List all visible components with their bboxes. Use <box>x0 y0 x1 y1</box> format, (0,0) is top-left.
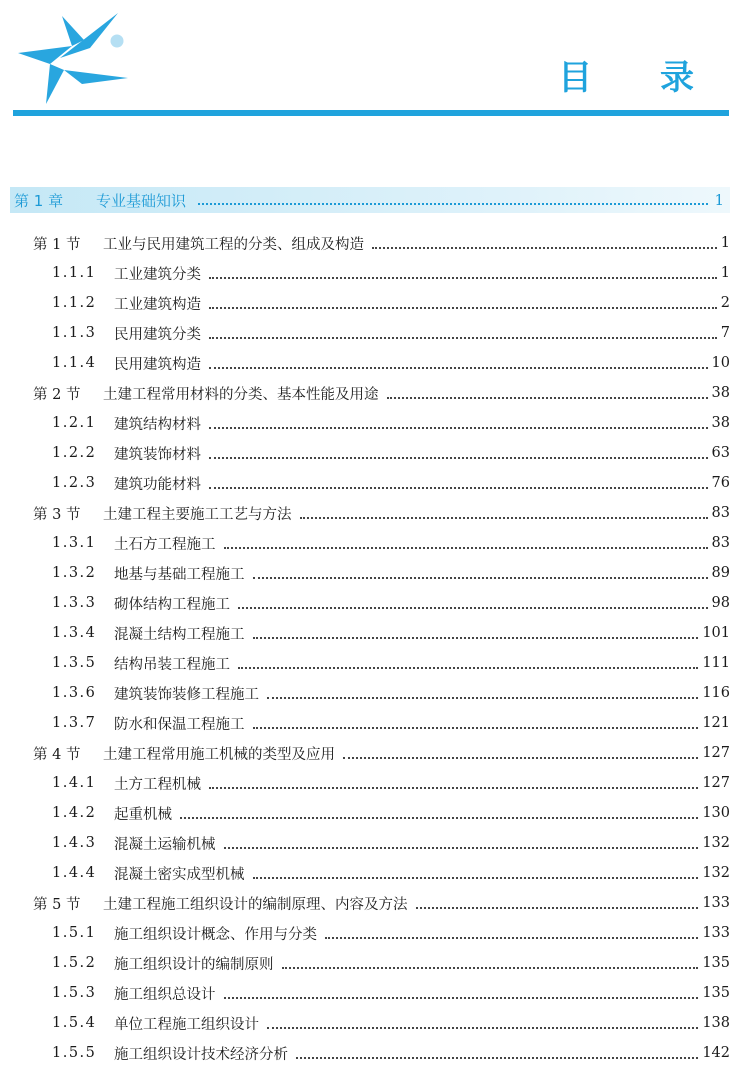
dot-leader <box>282 966 699 969</box>
subsection-number: 1.3.2 <box>52 565 97 581</box>
toc-subsection-entry[interactable] <box>0 648 750 678</box>
section-number: 第 4 节 <box>33 746 81 763</box>
entry-page: 7 <box>720 325 730 341</box>
entry-title: 砌体结构工程施工 <box>114 596 230 613</box>
toc-subsection-entry[interactable] <box>0 1008 750 1038</box>
dot-leader <box>209 336 717 339</box>
dot-leader <box>180 816 698 819</box>
toc-subsection-entry[interactable] <box>0 978 750 1008</box>
entry-title: 施工组织总设计 <box>114 986 216 1003</box>
entry-title: 建筑装饰装修工程施工 <box>114 686 259 703</box>
toc-subsection-entry[interactable] <box>0 348 750 378</box>
entry-title: 施工组织设计概念、作用与分类 <box>114 926 317 943</box>
entry-page: 2 <box>720 295 730 311</box>
dot-leader <box>253 576 708 579</box>
dot-leader <box>343 756 698 759</box>
subsection-number: 1.2.3 <box>52 475 97 491</box>
entry-title: 混凝土运输机械 <box>114 836 216 853</box>
entry-title: 建筑功能材料 <box>114 476 201 493</box>
entry-title: 民用建筑构造 <box>114 356 201 373</box>
toc-subsection-entry[interactable] <box>0 618 750 648</box>
entry-page: 127 <box>702 775 730 791</box>
subsection-number: 1.5.4 <box>52 1015 97 1031</box>
entry-page: 138 <box>702 1015 730 1031</box>
toc-subsection-entry[interactable] <box>0 828 750 858</box>
dot-leader <box>209 366 708 369</box>
entry-page: 76 <box>711 475 730 491</box>
subsection-number: 1.1.4 <box>52 355 97 371</box>
subsection-number: 1.5.2 <box>52 955 97 971</box>
toc-subsection-entry[interactable] <box>0 408 750 438</box>
subsection-number: 1.2.1 <box>52 415 97 431</box>
entry-page: 132 <box>702 835 730 851</box>
dot-leader <box>209 276 717 279</box>
entry-title: 结构吊装工程施工 <box>114 656 230 673</box>
entry-title: 土建工程主要施工工艺与方法 <box>103 506 292 523</box>
toc-subsection-entry[interactable] <box>0 768 750 798</box>
entry-title: 工业建筑构造 <box>114 296 201 313</box>
entry-page: 135 <box>702 955 730 971</box>
dot-leader <box>209 426 708 429</box>
toc-subsection-entry[interactable] <box>0 318 750 348</box>
entry-title: 起重机械 <box>114 806 172 823</box>
dot-leader <box>209 486 708 489</box>
dot-leader <box>267 696 698 699</box>
toc-subsection-entry[interactable] <box>0 468 750 498</box>
subsection-number: 1.4.1 <box>52 775 97 791</box>
dot-leader <box>253 636 699 639</box>
entry-page: 38 <box>711 385 730 401</box>
dot-leader <box>209 306 717 309</box>
entry-page: 142 <box>702 1045 730 1061</box>
toc-section-entry[interactable] <box>0 738 750 768</box>
entry-title: 民用建筑分类 <box>114 326 201 343</box>
subsection-number: 1.1.1 <box>52 265 97 281</box>
entry-page: 133 <box>702 925 730 941</box>
subsection-number: 1.3.1 <box>52 535 97 551</box>
dot-leader <box>224 546 708 549</box>
entry-title: 防水和保温工程施工 <box>114 716 245 733</box>
toc-subsection-entry[interactable] <box>0 258 750 288</box>
dot-leader <box>224 996 699 999</box>
toc-subsection-entry[interactable] <box>0 948 750 978</box>
section-number: 第 3 节 <box>33 506 81 523</box>
dot-leader <box>238 666 698 669</box>
toc-subsection-entry[interactable] <box>0 588 750 618</box>
entry-page: 133 <box>702 895 730 911</box>
dot-leader <box>296 1056 698 1059</box>
entry-page: 132 <box>702 865 730 881</box>
entry-page: 135 <box>702 985 730 1001</box>
toc-subsection-entry[interactable] <box>0 1038 750 1068</box>
dot-leader <box>267 1026 698 1029</box>
subsection-number: 1.1.3 <box>52 325 97 341</box>
chapter-number: 第 1 章 <box>14 191 64 210</box>
chapter-title: 专业基础知识 <box>96 191 187 210</box>
subsection-number: 1.5.5 <box>52 1045 97 1061</box>
entry-title: 土建工程施工组织设计的编制原理、内容及方法 <box>103 896 408 913</box>
entry-page: 101 <box>702 625 730 641</box>
toc-subsection-entry[interactable] <box>0 858 750 888</box>
star-birds-logo <box>10 8 135 108</box>
toc-section-entry[interactable] <box>0 228 750 258</box>
entry-page: 111 <box>702 655 730 671</box>
entry-title: 混凝土结构工程施工 <box>114 626 245 643</box>
entry-page: 89 <box>711 565 730 581</box>
entry-page: 130 <box>702 805 730 821</box>
dot-leader <box>372 246 717 249</box>
entry-page: 1 <box>720 265 730 281</box>
subsection-number: 1.5.1 <box>52 925 97 941</box>
entry-page: 116 <box>702 685 730 701</box>
page-title: 目 录 <box>558 58 722 98</box>
dot-leader <box>253 726 699 729</box>
entry-page: 38 <box>711 415 730 431</box>
dot-leader <box>325 936 698 939</box>
entry-title: 工业建筑分类 <box>114 266 201 283</box>
chapter-page: 1 <box>714 191 724 209</box>
dot-leader <box>209 456 708 459</box>
subsection-number: 1.4.2 <box>52 805 97 821</box>
toc-subsection-entry[interactable] <box>0 798 750 828</box>
dot-leader <box>300 516 708 519</box>
subsection-number: 1.4.4 <box>52 865 97 881</box>
entry-page: 63 <box>711 445 730 461</box>
section-number: 第 2 节 <box>33 386 81 403</box>
dot-leader <box>209 786 698 789</box>
entry-title: 地基与基础工程施工 <box>114 566 245 583</box>
toc-section-entry[interactable] <box>0 498 750 528</box>
toc-subsection-entry[interactable] <box>0 438 750 468</box>
entry-page: 98 <box>711 595 730 611</box>
entry-page: 1 <box>720 235 730 251</box>
dot-leader <box>416 906 699 909</box>
entry-title: 混凝土密实成型机械 <box>114 866 245 883</box>
entry-title: 建筑装饰材料 <box>114 446 201 463</box>
entry-title: 土方工程机械 <box>114 776 201 793</box>
entry-title: 土建工程常用材料的分类、基本性能及用途 <box>103 386 379 403</box>
entry-page: 127 <box>702 745 730 761</box>
subsection-number: 1.3.6 <box>52 685 97 701</box>
dot-leader <box>387 396 708 399</box>
chapter-heading[interactable] <box>10 187 730 213</box>
toc-subsection-entry[interactable] <box>0 288 750 318</box>
toc-section-entry[interactable] <box>0 888 750 918</box>
toc-list <box>0 228 750 1068</box>
subsection-number: 1.3.5 <box>52 655 97 671</box>
subsection-number: 1.3.4 <box>52 625 97 641</box>
section-number: 第 1 节 <box>33 236 81 253</box>
entry-page: 83 <box>711 535 730 551</box>
entry-page: 83 <box>711 505 730 521</box>
subsection-number: 1.4.3 <box>52 835 97 851</box>
subsection-number: 1.3.3 <box>52 595 97 611</box>
header-rule <box>13 110 729 116</box>
dot-leader <box>238 606 708 609</box>
toc-subsection-entry[interactable] <box>0 528 750 558</box>
dot-leader <box>253 876 699 879</box>
dot-leader <box>198 202 708 205</box>
toc-subsection-entry[interactable] <box>0 558 750 588</box>
subsection-number: 1.2.2 <box>52 445 97 461</box>
entry-page: 121 <box>702 715 730 731</box>
subsection-number: 1.3.7 <box>52 715 97 731</box>
entry-page: 10 <box>711 355 730 371</box>
entry-title: 土建工程常用施工机械的类型及应用 <box>103 746 335 763</box>
toc-subsection-entry[interactable] <box>0 918 750 948</box>
subsection-number: 1.1.2 <box>52 295 97 311</box>
entry-title: 土石方工程施工 <box>114 536 216 553</box>
entry-title: 工业与民用建筑工程的分类、组成及构造 <box>103 236 364 253</box>
section-number: 第 5 节 <box>33 896 81 913</box>
dot-leader <box>224 846 699 849</box>
toc-subsection-entry[interactable] <box>0 678 750 708</box>
subsection-number: 1.5.3 <box>52 985 97 1001</box>
entry-title: 施工组织设计的编制原则 <box>114 956 274 973</box>
entry-title: 施工组织设计技术经济分析 <box>114 1046 288 1063</box>
toc-subsection-entry[interactable] <box>0 708 750 738</box>
toc-section-entry[interactable] <box>0 378 750 408</box>
entry-title: 建筑结构材料 <box>114 416 201 433</box>
entry-title: 单位工程施工组织设计 <box>114 1016 259 1033</box>
